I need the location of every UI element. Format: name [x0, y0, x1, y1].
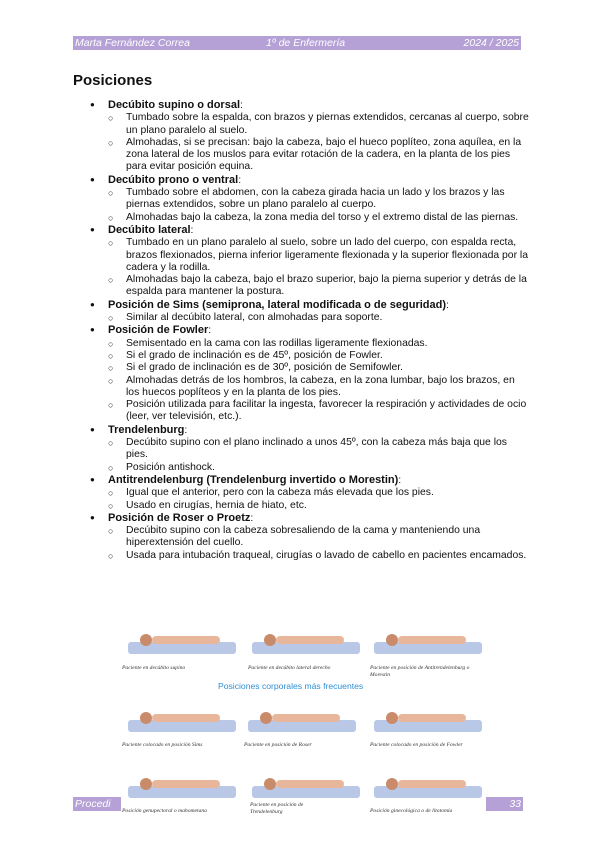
- sub-item: ○ Usada para intubación traqueal, cirugías o lavado de cabello en pacientes encamados.: [72, 550, 530, 562]
- position-name: Trendelenburg: [108, 423, 185, 436]
- list-item: ● Decúbito prono o ventral:: [90, 174, 530, 187]
- sub-item: ○ Si el grado de inclinación es de 30º, posición de Semifowler.: [72, 362, 530, 374]
- figure-panel-label: Paciente en decúbito lateral derecho: [248, 665, 331, 671]
- header-author: Marta Fernández Correa: [75, 37, 190, 49]
- sub-item: ○ Tumbado en un plano paralelo al suelo, sobre un lado del cuerpo, con espalda recta, brazos flexionados, pierna inferior ligeramente flexionada y la superior flexionada por la cadera y la rodilla.: [72, 237, 530, 274]
- illustration-lateral: [246, 614, 366, 662]
- figure-panel-label: Paciente en posición de Antitrendelenburg o Morestin: [370, 665, 470, 678]
- position-name: Posición de Roser o Proetz: [108, 511, 251, 524]
- position-name: Decúbito lateral: [108, 223, 191, 236]
- figure-panel-label: Paciente en posición de Roser: [244, 742, 312, 748]
- figure-panel-label: Paciente colocado en posición de Fowler: [370, 742, 463, 748]
- header-course: 1º de Enfermería: [266, 37, 346, 49]
- position-name: Posición de Sims (semiprona, lateral modificada o de seguridad): [108, 298, 447, 311]
- page-number: 33: [486, 797, 523, 811]
- page-header: [73, 36, 521, 50]
- figure-panel-label: Paciente en decúbito supino: [122, 665, 186, 671]
- list-item: ● Posición de Fowler:: [90, 324, 530, 337]
- list-item: ● Posición de Sims (semiprona, lateral modificada o de seguridad):: [90, 299, 530, 312]
- sub-item: ○ Posición antishock.: [72, 462, 530, 474]
- illustration-genupectoral: [122, 758, 242, 806]
- sub-item: ○ Tumbado sobre la espalda, con brazos y piernas extendidos, cercanas al cuerpo, sobre un plano paralelo al suelo.: [72, 112, 530, 137]
- figure-panel-label: Paciente colocado en posición Sims: [122, 742, 203, 748]
- illustration-fowler: [368, 692, 488, 740]
- figure-panel-label: Posición genupectoral o mahometana: [122, 808, 207, 814]
- sub-item: ○ Igual que el anterior, pero con la cabeza más elevada que los pies.: [72, 487, 530, 499]
- illustration-lithotomy: [368, 758, 488, 806]
- list-item: ● Decúbito supino o dorsal:: [90, 99, 530, 112]
- header-year: 2024 / 2025: [463, 37, 519, 49]
- illustration-supine: [122, 614, 242, 662]
- list-item: ● Trendelenburg:: [90, 424, 530, 437]
- sub-item: ○ Decúbito supino con la cabeza sobresaliendo de la cama y manteniendo una hiperextensión del cuello.: [72, 525, 530, 550]
- sub-item: ○ Almohadas bajo la cabeza, bajo el brazo superior, bajo la pierna superior y detrás de la espalda para mantener la postura.: [72, 274, 530, 299]
- sub-item: ○ Similar al decúbito lateral, con almohadas para soporte.: [72, 312, 530, 324]
- sub-item: ○ Almohadas bajo la cabeza, la zona media del torso y el extremo distal de las piernas.: [72, 212, 530, 224]
- position-name: Decúbito prono o ventral: [108, 173, 239, 186]
- sub-item: ○ Posición utilizada para facilitar la ingesta, favorecer la respiración y actividades de ocio (leer, ver televisión, etc.).: [72, 399, 530, 424]
- footer-left: Procedi: [73, 797, 121, 811]
- section-title: Posiciones: [73, 72, 153, 89]
- illustration-sims: [122, 692, 242, 740]
- figure-panel-label: Paciente en posición de Trendelenburg: [250, 802, 304, 815]
- sub-item: ○ Almohadas, si se precisan: bajo la cabeza, bajo el hueco poplíteo, zona aquílea, en la zona lateral de los muslos para evitar rotación de la cadera, en la planta de los pies para evitar posición equina.: [72, 137, 530, 174]
- list-item: ● Antitrendelenburg (Trendelenburg invertido o Morestin):: [90, 474, 530, 487]
- illustration-roser: [242, 692, 362, 740]
- list-item: ● Posición de Roser o Proetz:: [90, 512, 530, 525]
- sub-item: ○ Usado en cirugías, hernia de hiato, etc.: [72, 500, 530, 512]
- illustration-antitrendelenburg: [368, 614, 488, 662]
- sub-item: ○ Semisentado en la cama con las rodillas ligeramente flexionadas.: [72, 338, 530, 350]
- positions-list: [90, 99, 530, 562]
- position-name: Antitrendelenburg (Trendelenburg invertido o Morestin): [108, 473, 399, 486]
- position-name: Decúbito supino o dorsal: [108, 99, 241, 111]
- list-item: ● Decúbito lateral:: [90, 224, 530, 237]
- sub-item: ○ Si el grado de inclinación es de 45º, posición de Fowler.: [72, 350, 530, 362]
- figure-panel-label: Posición ginecológica o de litotomía: [370, 808, 453, 814]
- figure-caption: Posiciones corporales más frecuentes: [218, 681, 364, 691]
- illustration-trendelenburg: [246, 758, 366, 806]
- sub-item: ○ Decúbito supino con el plano inclinado a unos 45º, con la cabeza más baja que los pies.: [72, 437, 530, 462]
- position-name: Posición de Fowler: [108, 324, 209, 337]
- positions-figure: [118, 610, 488, 820]
- sub-item: ○ Almohadas detrás de los hombros, la cabeza, en la zona lumbar, bajo los brazos, en los huecos poplíteos y en la planta de los pies.: [72, 375, 530, 400]
- sub-item: ○ Tumbado sobre el abdomen, con la cabeza girada hacia un lado y los brazos y las piernas extendidos, sobre un plano paralelo al cuerpo.: [72, 187, 530, 212]
